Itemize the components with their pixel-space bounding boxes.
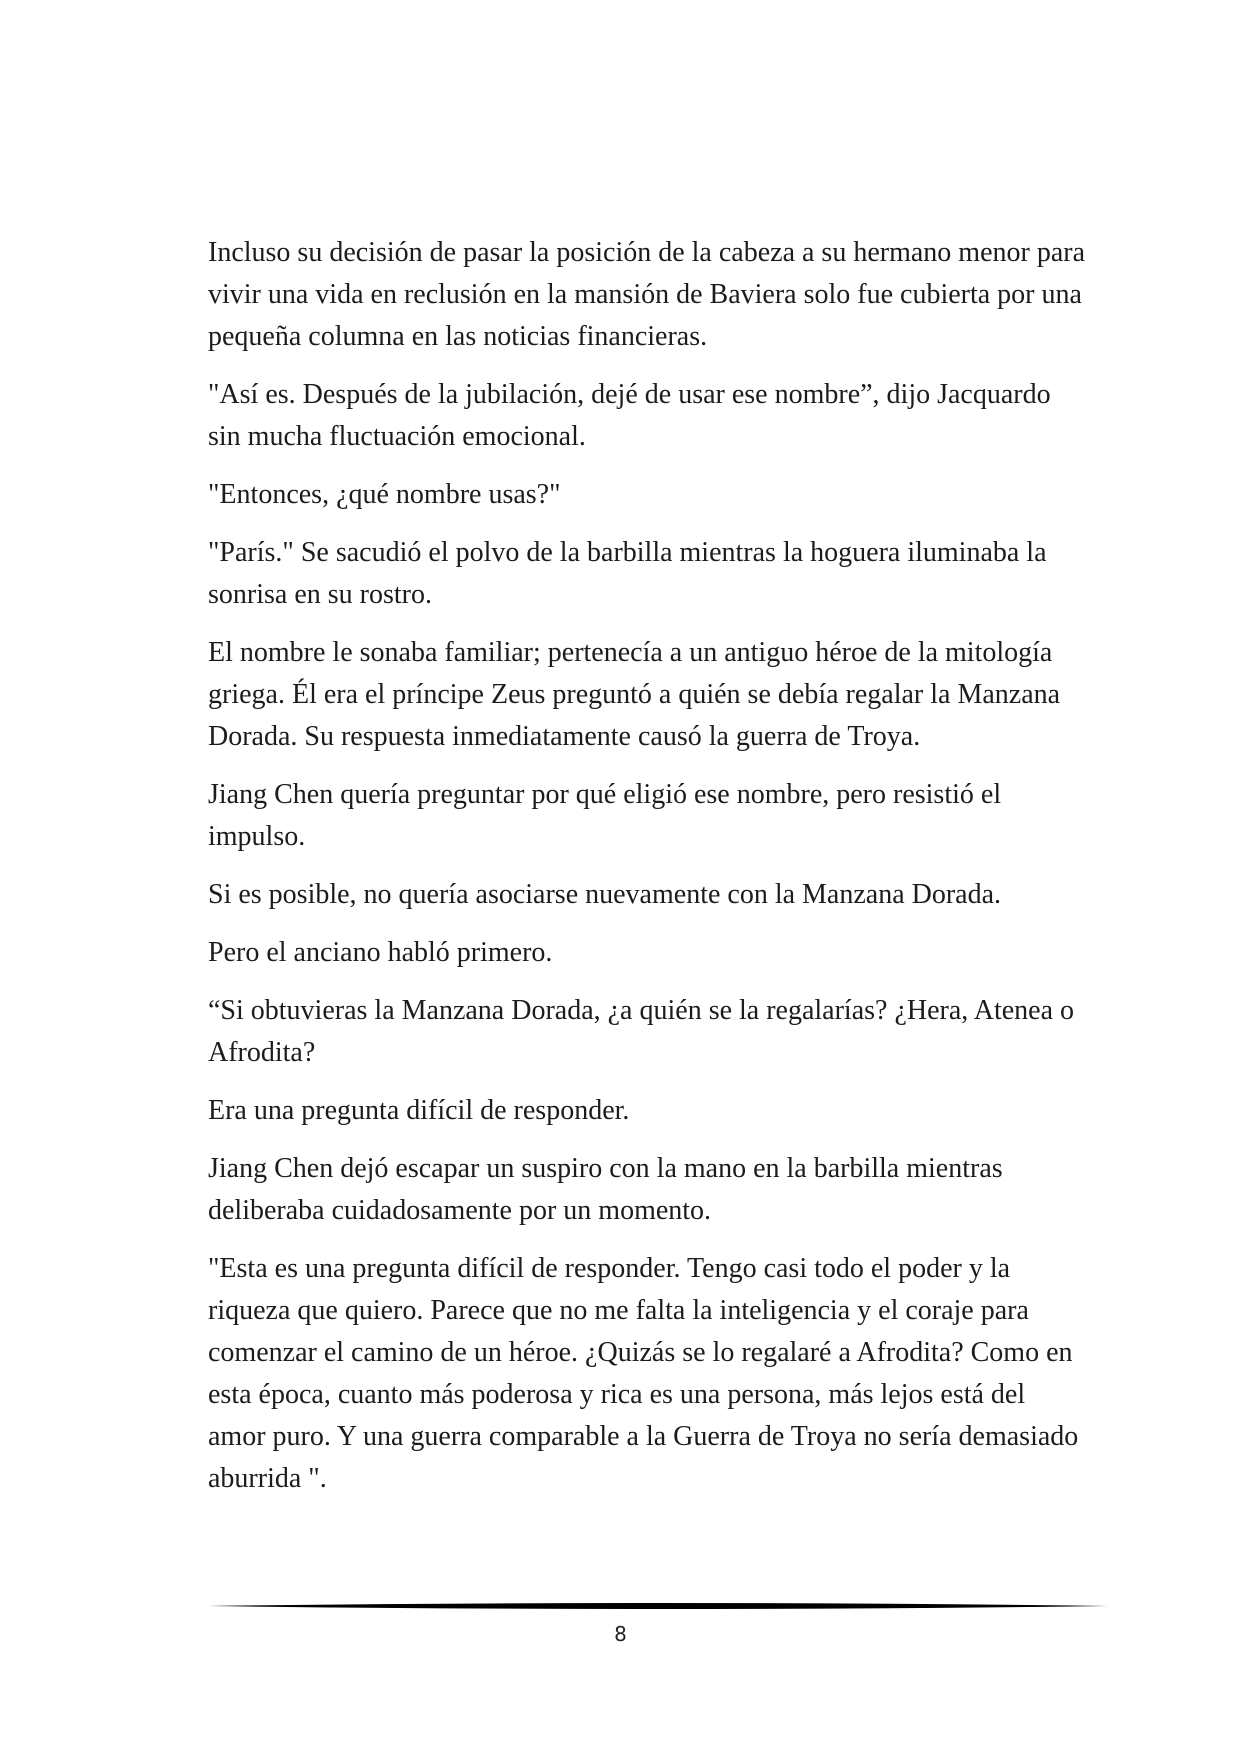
- page-number: 8: [614, 1622, 627, 1646]
- paragraph-4: "París." Se sacudió el polvo de la barbilla mientras la hoguera iluminaba la sonrisa en su rostro.: [208, 537, 1047, 610]
- paragraph-12: "Esta es una pregunta difícil de responder. Tengo casi todo el poder y la riqueza que quiero. Parece que no me falta la inteligencia y el coraje para comenzar el camino de un héroe. ¿Quizás se lo regalaré a Afrodita? Como en esta época, cuanto más poderosa y rica es una persona, más lejos está del amor puro. Y una guerra comparable a la Guerra de Troya no sería demasiado aburrida ".: [208, 1253, 1079, 1494]
- paragraph-3: "Entonces, ¿qué nombre usas?": [208, 479, 561, 510]
- paragraph-6: Jiang Chen quería preguntar por qué eligió ese nombre, pero resistió el impulso.: [208, 779, 1002, 852]
- paragraph-1: Incluso su decisión de pasar la posición de la cabeza a su hermano menor para vivir una vida en reclusión en la mansión de Baviera solo fue cubierta por una pequeña columna en las noticias financieras.: [208, 237, 1085, 352]
- footer-divider-shape: [208, 1603, 1108, 1609]
- paragraph-8: Pero el anciano habló primero.: [208, 937, 553, 968]
- paragraph-5: El nombre le sonaba familiar; pertenecía a un antiguo héroe de la mitología griega. Él era el príncipe Zeus preguntó a quién se debía regalar la Manzana Dorada. Su respuesta inmediatamente causó la guerra de Troya.: [208, 637, 1061, 752]
- paragraph-10: Era una pregunta difícil de responder.: [208, 1095, 630, 1126]
- footer-divider: [208, 1600, 1108, 1612]
- paragraph-2: "Así es. Después de la jubilación, dejé de usar ese nombre”, dijo Jacquardo sin mucha fluctuación emocional.: [208, 379, 1051, 452]
- paragraph-9: “Si obtuvieras la Manzana Dorada, ¿a quién se la regalarías? ¿Hera, Atenea o Afrodita?: [208, 995, 1075, 1068]
- paragraph-7: Si es posible, no quería asociarse nuevamente con la Manzana Dorada.: [208, 879, 1002, 910]
- body-text: [208, 232, 1088, 1516]
- paragraph-11: Jiang Chen dejó escapar un suspiro con la mano en la barbilla mientras deliberaba cuidadosamente por un momento.: [208, 1153, 1003, 1226]
